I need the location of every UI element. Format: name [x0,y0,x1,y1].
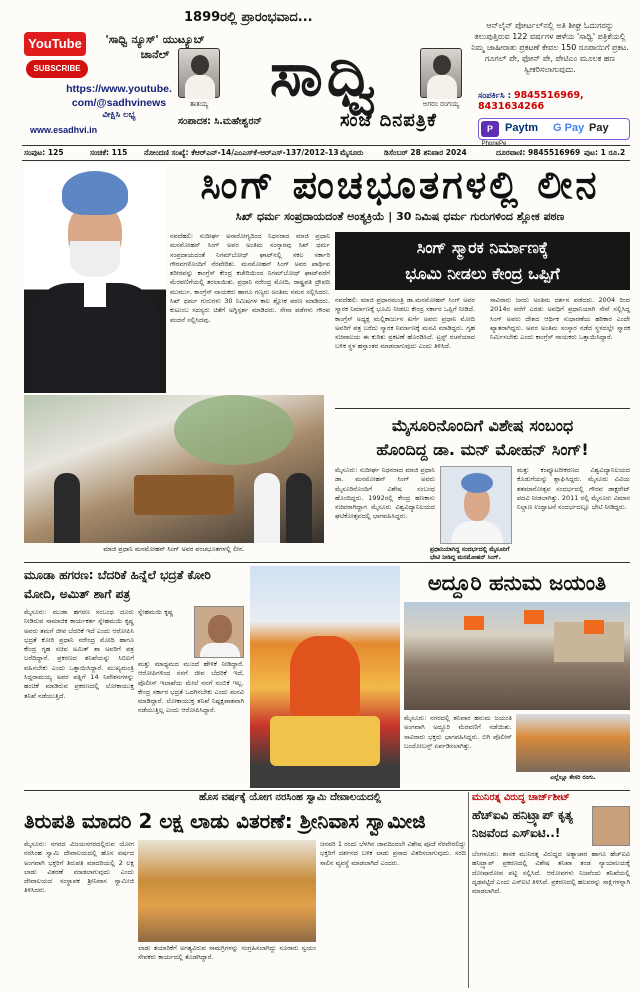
youtube-url-line2: com/@sadhvinews [71,97,167,109]
phonepe-icon: P [481,121,499,137]
contact-block [478,90,628,112]
tirupati-photo [138,840,316,942]
phone-number-1[interactable]: 9845516969, [513,90,584,101]
hal-headline[interactable]: ಹೆಚ್‌ಐವಿ ಹನಿಟ್ರ್ಯಾಪ್ ಕೃತ್ಯ ನಿಜವೆಂದ ಎಸ್‌ಐಟಿ..! [472,808,573,840]
memorial-headline-2: ಭೂಮಿ ನೀಡಲು ಕೇಂದ್ರ ಒಪ್ಪಿಗೆ [405,264,560,283]
tirupati-headline[interactable]: ತಿರುಪತಿ ಮಾದರಿ 2 ಲಕ್ಷ ಲಾಡು ವಿತರಣೆ: ಶ್ರೀನಿವಾಸ ಸ್ವಾಮೀಜಿ [24,809,426,833]
procession-photo [250,566,400,788]
hal-kicker: ಮುನಿರತ್ನ ವಿರುದ್ಧ ಚಾರ್ಜ್‌ಶೀಟ್ [472,792,570,803]
tirupati-body-3: ಜನವರಿ 1 ರಂದು ಬೆಳಗಿನ ಜಾವದಿಂದಲೇ ವಿಶೇಷ ಪೂಜೆ ನೆರವೇರಲಿದ್ದು ಭಕ್ತರಿಗೆ ದರ್ಶನದ ಬಳಿಕ ಲಾಡು ಪ್ರಸಾದ ವಿತರಿಸಲಾಗುವುದು. ಸರದಿ ಸಾಲಿನ ವ್ಯವಸ್ಥೆ ಮಾಡಲಾಗಿದೆ ಎಂದರು. [320,840,466,867]
lead-photo [24,163,166,393]
payment-options [478,118,630,147]
issue: ಸಂಚಿಕೆ: 115 [90,148,128,157]
lead-body: ನವದೆಹಲಿ: ಸುದೀರ್ಘ ಅನಾರೋಗ್ಯದಿಂದ ನಿಧನರಾದ ಮಾಜಿ ಪ್ರಧಾನಿ ಮನಮೋಹನ್ ಸಿಂಗ್ ಅವರ ಅಂತಿಮ ಸಂಸ್ಕಾರವು ಸಿಖ್ ಧರ್ಮ ಸಂಪ್ರದಾಯದಂತೆ ನಿಗಮ್‌ಬೋಧ್ ಘಾಟ್‌ನಲ್ಲಿ ಸಕಲ ಸರ್ಕಾರಿ ಗೌರವಗಳೊಂದಿಗೆ ನೆರವೇರಿತು. ಮನಮೋಹನ್ ಸಿಂಗ್ ಅವರ ಪಾರ್ಥಿವ ಶರೀರವನ್ನು ಕಾಂಗ್ರೆಸ್ ಕೇಂದ್ರ ಕಚೇರಿಯಿಂದ ನಿಗಮ್‌ಬೋಧ್ ಘಾಟ್‌ವರೆಗೆ ಮೆರವಣಿಗೆಯಲ್ಲಿ ತರಲಾಯಿತು. ಪ್ರಧಾನಿ ನರೇಂದ್ರ ಮೋದಿ, ರಾಷ್ಟ್ರಪತಿ ದ್ರೌಪದಿ ಮುರ್ಮು, ಕಾಂಗ್ರೆಸ್ ನಾಯಕರು ಹಾಗೂ ಗಣ್ಯರು ಅಂತಿಮ ನಮನ ಸಲ್ಲಿಸಿದರು. ಸಿಖ್ ಧರ್ಮ ಗುರುಗಳು 30 ನಿಮಿಷಗಳ ಕಾಲ ಶ್ಲೋಕ ಪಠಣ ಮಾಡಿದರು. ಕುಟುಂಬ ಸದಸ್ಯರು ಚಿತೆಗೆ ಅಗ್ನಿಸ್ಪರ್ಶ ಮಾಡಿದರು. ಸೇನಾ ಪಡೆಗಳು ಗೌರವ ವಂದನೆ ಸಲ್ಲಿಸಿದವು. [170,232,330,324]
memorial-headline-1: ಸಿಂಗ್ ಸ್ಮಾರಕ ನಿರ್ಮಾಣಕ್ಕೆ [416,238,549,257]
mysuru-headline-2: ಹೊಂದಿದ್ದ ಡಾ. ಮನ್ ಮೋಹನ್ ಸಿಂಗ್! [376,440,589,459]
paper-logo [210,30,440,120]
hal-photo [592,806,630,846]
established-line: 1899ರಲ್ಲಿ ಪ್ರಾರಂಭವಾದ... [184,10,313,25]
hal-body: ಬೆಂಗಳೂರು: ಶಾಸಕ ಮುನಿರತ್ನ ವಿರುದ್ಧದ ಅತ್ಯಾಚಾರ ಹಾಗೂ ಹೆಚ್‌ಐವಿ ಹನಿಟ್ರ್ಯಾಪ್ ಪ್ರಕರಣದಲ್ಲಿ ವಿಶೇಷ ತನಿಖಾ ತಂಡ ನ್ಯಾಯಾಲಯಕ್ಕೆ ದೋಷಾರೋಪ ಪಟ್ಟಿ ಸಲ್ಲಿಸಿದೆ. ಆರೋಪಗಳು ನಿಜವೆಂದು ತನಿಖೆಯಲ್ಲಿ ದೃಢಪಟ್ಟಿದೆ ಎಂದು ಎಸ್‌ಐಟಿ ತಿಳಿಸಿದೆ. ಪ್ರಕರಣದಲ್ಲಿ ಹಲವರನ್ನು ಸಾಕ್ಷಿಗಳನ್ನಾಗಿ ಮಾಡಲಾಗಿದೆ. [472,850,630,896]
youtube-url-line1: https://www.youtube. [66,83,172,95]
memorial-body-1: ನವದೆಹಲಿ: ಮಾಜಿ ಪ್ರಧಾನಮಂತ್ರಿ ಡಾ.ಮನಮೋಹನ್ ಸಿಂಗ್ ಅವರ ಸ್ಮಾರಕ ನಿರ್ಮಾಣಕ್ಕೆ ಭೂಮಿ ನೀಡಲು ಕೇಂದ್ರ ಸರ್ಕಾರ ಒಪ್ಪಿಗೆ ನೀಡಿದೆ. ಕಾಂಗ್ರೆಸ್ ಅಧ್ಯಕ್ಷ ಮಲ್ಲಿಕಾರ್ಜುನ ಖರ್ಗೆ ಅವರು ಪ್ರಧಾನಿ ಮೋದಿ ಅವರಿಗೆ ಪತ್ರ ಬರೆದು ಸ್ಮಾರಕ ನಿರ್ಮಾಣಕ್ಕೆ ಮನವಿ ಮಾಡಿದ್ದರು. ಗೃಹ ಸಚಿವಾಲಯ ಈ ಕುರಿತು ಪ್ರಕಟಣೆ ಹೊರಡಿಸಿದೆ. ಟ್ರಸ್ಟ್ ರಚನೆಯಾದ ಬಳಿಕ ಸ್ಥಳ ಹಸ್ತಾಂತರ ಮಾಡಲಾಗುವುದು ಎಂದು ತಿಳಿಸಿದೆ. [335,296,475,351]
youtube-logo: YouTube [24,32,86,56]
youtube-channel-title: 'ಸಾಧ್ವಿ ನ್ಯೂಸ್' ಯುಟ್ಯೂಬ್ ಚಾನೆಲ್ [105,33,205,61]
hanuma-headline[interactable]: ಅದ್ದೂರಿ ಹನುಮ ಜಯಂತಿ [427,571,607,595]
funeral-photo [24,395,324,543]
lead-subhead: ಸಿಖ್ ಧರ್ಮ ಸಂಪ್ರದಾಯದಂತೆ ಅಂತ್ಯಕ್ರಿಯೆ | 30 ನಿಮಿಷ ಧರ್ಮ ಗುರುಗಳಿಂದ ಶ್ಲೋಕ ಪಠಣ [235,210,565,223]
subscribe-badge[interactable]: SUBSCRIBE [26,60,88,78]
founder-caption: ತಾತಯ್ಯ [189,100,209,108]
masthead [0,0,640,145]
hanuma-photo-caption: ಎಲ್ಲೆಲ್ಲೂ ಕೇಸರಿ ರಂಗು. [550,774,596,781]
volume: ಸಂಪುಟ: 125 [24,148,64,157]
hanuma-crowd-photo [404,602,630,710]
mysuru-body-1: ಮೈಸೂರು: ಸುದೀರ್ಘ ನಿಧನರಾದ ಮಾಜಿ ಪ್ರಧಾನಿ ಡಾ. ಮನಮೋಹನ್ ಸಿಂಗ್ ಅವರು ಮೈಸೂರಿನೊಂದಿಗೆ ವಿಶೇಷ ಸಂಬಂಧ ಹೊಂದಿದ್ದರು. 1992ರಲ್ಲಿ ಕೇಂದ್ರ ಹಣಕಾಸು ಸಚಿವರಾಗಿದ್ದಾಗ ಮೈಸೂರು ವಿಶ್ವವಿದ್ಯಾನಿಲಯದ ಘಟಿಕೋತ್ಸವದಲ್ಲಿ ಭಾಗವಹಿಸಿದ್ದರು. [335,466,435,521]
editor-credit: ಸಂಪಾದಕ: ಸಿ.ಮಹೇಶ್ವರನ್ [178,116,262,127]
mysuru-headline[interactable] [335,414,630,464]
date: ಡಿಸೆಂಬರ್ 28 ಶನಿವಾರ 2024 [384,148,467,157]
paytm-logo: Paytm [505,122,539,134]
phone: ದೂರವಾಣಿ: 9845516969 [496,148,581,157]
muda-body-1: ಮೈಸೂರು: ಮುಡಾ ಹಗರಣ ಸಂಬಂಧ ದೂರು ನೀಡಿರುವ ಸಾಮಾಜಿಕ ಕಾರ್ಯಕರ್ತ ಸ್ನೇಹಮಯಿ ಕೃಷ್ಣ ಅವರು ತಮಗೆ ಜೀವ ಬೆದರಿಕೆ ಇದೆ ಎಂದು ಆರೋಪಿಸಿ ಭದ್ರತೆ ಕೋರಿ ಪ್ರಧಾನಿ ನರೇಂದ್ರ ಮೋದಿ ಹಾಗೂ ಕೇಂದ್ರ ಗೃಹ ಸಚಿವ ಅಮಿತ್ ಶಾ ಅವರಿಗೆ ಪತ್ರ ಬರೆದಿದ್ದಾರೆ. ಪ್ರಕರಣದ ತನಿಖೆಯನ್ನು ಸಿಬಿಐಗೆ ವಹಿಸಬೇಕು ಎಂದು ಒತ್ತಾಯಿಸಿದ್ದಾರೆ. ಮುಖ್ಯಮಂತ್ರಿ ಸಿದ್ದರಾಮಯ್ಯ ಅವರ ಪತ್ನಿಗೆ 14 ನಿವೇಶನಗಳನ್ನು ಹಂಚಿಕೆ ಮಾಡಿರುವ ಪ್ರಕರಣದಲ್ಲಿ ಲೋಕಾಯುಕ್ತ ತನಿಖೆ ನಡೆಯುತ್ತಿದೆ. [24,608,134,700]
funeral-caption: ಮಾಜಿ ಪ್ರಧಾನಿ ಮನಮೋಹನ್ ಸಿಂಗ್ ಅವರ ಪಂಚಭೂತಗಳಲ್ಲಿ ಲೀನ. [103,545,245,553]
tagline: ಸಂಜೆ ದಿನಪತ್ರಿಕೆ [340,110,437,131]
tirupati-body-2: ಲಾಡು ತಯಾರಿಕೆಗೆ ಅಗತ್ಯವಿರುವ ಸಾಮಗ್ರಿಗಳನ್ನು ಸಂಗ್ರಹಿಸಲಾಗಿದ್ದು ನೂರಾರು ಸ್ವಯಂ ಸೇವಕರು ಕಾರ್ಯದಲ್ಲಿ ತೊಡಗಿದ್ದಾರೆ. [138,944,316,962]
applepay-logo: Pay [589,122,609,134]
mysuru-headline-1: ಮೈಸೂರಿನೊಂದಿಗೆ ವಿಶೇಷ ಸಂಬಂಧ [391,416,574,435]
memorial-body-2: ಸಾವಿರಾರು ಜನರು ಅಂತಿಮ ದರ್ಶನ ಪಡೆದರು. 2004 ರಿಂದ 2014ರ ವರೆಗೆ ಎರಡು ಅವಧಿಗೆ ಪ್ರಧಾನಿಯಾಗಿ ಸೇವೆ ಸಲ್ಲಿಸಿದ್ದ ಸಿಂಗ್ ಅವರು ದೇಶದ ಆರ್ಥಿಕ ಸುಧಾರಣೆಯ ಹರಿಕಾರ ಎಂದೇ ಖ್ಯಾತರಾಗಿದ್ದರು. ಅವರ ಅಂತಿಮ ಸಂಸ್ಕಾರ ನಡೆದ ಸ್ಥಳದಲ್ಲೇ ಸ್ಮಾರಕ ನಿರ್ಮಿಸಬೇಕು ಎಂದು ಕಾಂಗ್ರೆಸ್ ನಾಯಕರು ಒತ್ತಾಯಿಸಿದ್ದಾರೆ. [490,296,630,342]
phone-number-2[interactable]: 8431634266 [478,101,545,112]
editor-portrait-caption: ಅಗರಂ ರಂಗಯ್ಯ [422,100,460,108]
gpay-logo: G Pay [553,122,585,134]
editor-portrait [420,48,462,98]
muda-photo [194,606,244,658]
muda-body-2: ಮತ್ತು ಮಾಧ್ಯಮದ ಮುಂದೆ ಹೇಳಿಕೆ ನೀಡಿದ್ದಾರೆ. ಆರೋಪಿಗಳಿಂದ ನನಗೆ ಜೀವ ಬೆದರಿಕೆ ಇದೆ, ಪೊಲೀಸ್ ಇಲಾಖೆಯ ಮೇಲೆ ನನಗೆ ನಂಬಿಕೆ ಇಲ್ಲ. ಕೇಂದ್ರ ಸರ್ಕಾರ ಭದ್ರತೆ ಒದಗಿಸಬೇಕು ಎಂದು ಮನವಿ ಮಾಡಿದ್ದಾರೆ. ಲೋಕಾಯುಕ್ತ ತನಿಖೆ ನಿಷ್ಪಕ್ಷಪಾತವಾಗಿ ನಡೆಯುತ್ತಿಲ್ಲ ಎಂದು ಆರೋಪಿಸಿದ್ದಾರೆ. [138,660,244,715]
mysuru-body-2: ಮತ್ತು ಕಂಪ್ಯೂಟರೀಕರಣದ ವಿಶ್ವವಿದ್ಯಾನಿಲಯದ ಕೊಡುಗೆಯನ್ನು ಶ್ಲಾಘಿಸಿದ್ದರು. ಮೈಸೂರು ವಿವಿಯ ಶತಮಾನೋತ್ಸವ ಸಂದರ್ಭದಲ್ಲಿ ಗೌರವ ಡಾಕ್ಟರೇಟ್ ಪದವಿ ನೀಡಲಾಗಿತ್ತು. 2011 ರಲ್ಲಿ ಮೈಸೂರು ವಿಮಾನ ನಿಲ್ದಾಣ ಉದ್ಘಾಟನೆ ಸಂದರ್ಭದಲ್ಲೂ ಭೇಟಿ ನೀಡಿದ್ದರು. [517,466,630,512]
memorial-headline-box[interactable] [335,232,630,290]
tirupati-kicker: ಹೊಸ ವರ್ಷಕ್ಕೆ ಯೋಗ ನರಸಿಂಹ ಸ್ವಾಮಿ ದೇವಾಲಯದಲ್ಲಿ [199,792,381,803]
paper-name: ಸಾಧ್ವಿ [269,40,381,110]
mysuru-photo [440,466,512,544]
hanuma-body: ಮೈಸೂರು: ನಗರದಲ್ಲಿ ಶನಿವಾರ ಹನುಮ ಜಯಂತಿ ಅಂಗವಾಗಿ ಅದ್ದೂರಿ ಮೆರವಣಿಗೆ ನಡೆಯಿತು. ಸಾವಿರಾರು ಭಕ್ತರು ಭಾಗವಹಿಸಿದ್ದರು. ಬಿಗಿ ಪೊಲೀಸ್ ಬಂದೋಬಸ್ತ್ ಏರ್ಪಡಿಸಲಾಗಿತ್ತು. [404,714,512,750]
contact-label: ಸಂಪರ್ಕಿಸಿ : [478,91,511,101]
price: ಪುಟ: 1 ರೂ.2 [584,148,626,157]
tirupati-body-1: ಮೈಸೂರು: ನಗರದ ವಿಜಯನಗರದಲ್ಲಿರುವ ಯೋಗ ನರಸಿಂಹ ಸ್ವಾಮಿ ದೇವಾಲಯದಲ್ಲಿ ಹೊಸ ವರ್ಷದ ಅಂಗವಾಗಿ ಭಕ್ತರಿಗೆ ತಿರುಪತಿ ಮಾದರಿಯಲ್ಲಿ 2 ಲಕ್ಷ ಲಾಡು ವಿತರಣೆ ಮಾಡಲಾಗುವುದು ಎಂದು ದೇವಾಲಯದ ಸಂಸ್ಥಾಪಕ ಶ್ರೀನಿವಾಸ ಸ್ವಾಮೀಜಿ ತಿಳಿಸಿದರು. [24,840,134,895]
muda-headline[interactable]: ಮೂಡಾ ಹಗರಣ: ಬೆದರಿಕೆ ಹಿನ್ನೆಲೆ ಭದ್ರತೆ ಕೋರಿ ಮೋದಿ, ಅಮಿತ್ ಶಾಗೆ ಪತ್ರ [24,568,211,601]
dateline [22,145,630,161]
hanuma-photo-2 [516,714,630,772]
registration: ನೋಂದಣಿ ಸಂಖ್ಯೆ: ಕೆಆರ್‌ಎನ್-14/ಎಂಎಸ್‌ಕೆ-ಆರ್‌ಎಸ್-137/2012-13 [144,148,339,157]
website-link[interactable]: www.esadhvi.in [30,125,98,135]
youtube-note: ವೀಕ್ಷಿಸಿ ಲಭ್ಯ [102,110,136,120]
lead-headline[interactable]: ಸಿಂಗ್ ಪಂಚಭೂತಗಳಲ್ಲಿ ಲೀನ [200,163,600,207]
mysuru-photo-caption: ಪ್ರಧಾನಿಯಾಗಿದ್ದ ಸಂದರ್ಭದಲ್ಲಿ ಮೈಸೂರಿಗೆ ಭೇಟಿ ನೀಡಿದ್ದ ಮನಮೋಹನ್ ಸಿಂಗ್. [430,546,510,561]
muda-side-caption: ಸ್ನೇಹಮಯಿ ಕೃಷ್ಣ [138,608,174,616]
phonepe-label: PhonePe [481,141,507,147]
ad-info: ಆನ್‌ಲೈನ್ ಪೋರ್ಟಲ್‌ನಲ್ಲಿ ಅತಿ ಶೀಘ್ರ ಓದುಗರನ್ನು ತಲುಪುತ್ತಿರುವ 122 ವರ್ಷಗಳ ಹಳೆಯ 'ಸಾಧ್ವಿ' ಪತ್ರಿಕೆಯಲ್ಲಿ ನಿಮ್ಮ ಜಾಹೀರಾತು ಪ್ರಕಟಣೆ ಕೇವಲ 150 ರೂಪಾಯಿಗೆ ಪ್ರಕಟ. ಗೂಗಲ್ ಪೇ, ಫೋನ್ ಪೇ, ಪೇಟಿಎಂ ಮೂಲಕ ಹಣ ಸ್ವೀಕರಿಸಲಾಗುವುದು. [471,21,629,74]
city: ಮೈಸೂರು [340,148,364,157]
